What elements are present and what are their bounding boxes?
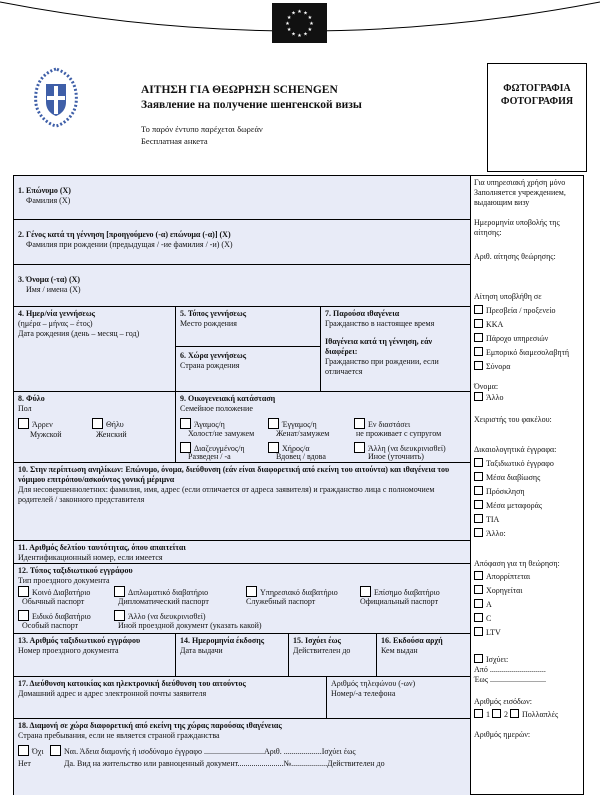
free-form-note-gr: Το παρόν έντυπο παρέχεται δωρεάν bbox=[141, 124, 263, 134]
checkbox[interactable] bbox=[18, 586, 29, 597]
submitted-at-cac[interactable]: ΚΚΑ bbox=[474, 319, 579, 330]
decision-a[interactable]: A bbox=[474, 599, 579, 610]
checkbox[interactable] bbox=[246, 586, 257, 597]
field-country-of-birth[interactable]: 6. Χώρα γεννήσεως Страна рождения bbox=[176, 347, 321, 392]
doc-option-service[interactable]: Υπηρεσιακό διαβατήριο bbox=[246, 586, 338, 598]
doc-means[interactable]: Μέσα διαβίωσης bbox=[474, 472, 579, 483]
residence-option-yes[interactable]: Ναι. Άδεια διαμονής ή ισοδύναμο έγγραφο ..............................Αριθ. ...................Ισχύει έως bbox=[50, 745, 356, 757]
svg-text:★: ★ bbox=[303, 10, 308, 17]
checkbox[interactable] bbox=[92, 418, 103, 429]
photo-label-gr: ΦΩΤΟΓΡΑΦΙΑ bbox=[503, 83, 571, 94]
eu-flag-icon bbox=[272, 3, 327, 43]
checkbox[interactable] bbox=[474, 500, 483, 509]
marital-option-separated[interactable]: Εν διαστάσει bbox=[354, 418, 410, 430]
decision-refused[interactable]: Απορρίπτεται bbox=[474, 571, 579, 582]
field-sex: 8. Φύλο Пол Άρρεν Мужской Θήλυ Женский bbox=[14, 392, 176, 463]
checkbox[interactable] bbox=[474, 571, 483, 580]
decision-ltv[interactable]: LTV bbox=[474, 627, 579, 638]
field-first-name[interactable]: 3. Όνομα (-τα) (Χ) Имя / имена (X) bbox=[14, 265, 471, 307]
checkbox[interactable] bbox=[354, 418, 365, 429]
photo-label-ru: ФОТОГРАФИЯ bbox=[500, 96, 574, 107]
sex-option-male[interactable]: Άρρεν bbox=[18, 418, 53, 430]
checkbox[interactable] bbox=[474, 585, 483, 594]
checkbox[interactable] bbox=[510, 709, 519, 718]
checkbox[interactable] bbox=[354, 442, 365, 453]
svg-text:★: ★ bbox=[286, 27, 292, 33]
svg-text:★: ★ bbox=[309, 21, 314, 27]
checkbox[interactable] bbox=[492, 709, 501, 718]
field-surname[interactable]: 1. Επώνυμο (Χ) Фамилия (X) bbox=[14, 176, 471, 220]
field-issuing-authority[interactable]: 16. Εκδούσα αρχή Кем выдан bbox=[377, 634, 471, 677]
checkbox[interactable] bbox=[50, 745, 61, 756]
official-use-sidebar: Για υπηρεσιακή χρήση μόνο Заполняется учреждением, выдающим визу Ημερομηνία υποβολής της αίτησης: Αριθ. αίτησης θεώρησης: Αίτηση υποβλήθη σε Πρεσβεία / προξενείο ΚΚΑ Πάροχο υπηρεσιών Εμπορικό διαμεσολαβητή Σύνορα Όνομα: Άλλο Χειριστής του φακέλου: Δικαιολογητικά έγγραφα: Ταξιδιωτικό έγγραφο Μέσα διαβίωσης Πρόσκληση Μέσα μεταφοράς ΤΙΑ Άλλο: Απόφαση για τη θεώρηση: Απορρίπτεται Χορηγείται A C LTV Ισχύει: Από ............................ Έως ............................ Αριθμός εισόδων: 1 2 Πολλαπλές Αριθμός ημερών: bbox=[470, 175, 584, 795]
checkbox[interactable] bbox=[474, 514, 483, 523]
doc-other[interactable]: Άλλο: bbox=[474, 528, 579, 539]
field-travel-document-type: 12. Τύπος ταξιδιωτικού εγγράφου Тип проездного документа Κοινό Διαβατήριο Обычный паспорт Διπλωματικό διαβατήριο Дипломатический паспорт Υπηρεσιακό διαβατήριο Служебный паспорт Επίσημο διαβατήριο Официальный паспорт Ειδικό διαβατήριο Особый паспорт Άλλο (να διευκρινισθεί) Иной проездной документ (указать какой) bbox=[14, 564, 471, 634]
photo-box[interactable] bbox=[487, 63, 587, 172]
marital-option-divorced[interactable]: Διαζευγμένος/η bbox=[180, 442, 245, 454]
svg-text:★: ★ bbox=[307, 15, 313, 21]
marital-option-other[interactable]: Άλλη (να διευκρινισθεί) bbox=[354, 442, 446, 454]
form-title: ΑΙΤΗΣΗ ΓΙΑ ΘΕΩΡΗΣΗ SCHENGEN bbox=[141, 84, 338, 96]
svg-text:★: ★ bbox=[297, 9, 302, 15]
checkbox[interactable] bbox=[474, 709, 483, 718]
field-place-of-birth[interactable]: 5. Τόπος γεννήσεως Место рождения bbox=[176, 307, 321, 347]
decision-issued[interactable]: Χορηγείται bbox=[474, 585, 579, 596]
field-home-address[interactable]: 17. Διεύθυνση κατοικίας και ηλεκτρονική διεύθυνση του αιτούντος Домашний адрес и адрес электронной почты заявителя bbox=[14, 677, 327, 719]
submitted-other[interactable]: Άλλο bbox=[474, 392, 579, 403]
valid-field[interactable]: Ισχύει: bbox=[474, 654, 579, 665]
checkbox[interactable] bbox=[474, 528, 483, 537]
field-national-id[interactable]: 11. Αριθμός δελτίου ταυτότητας, όπου απαιτείται Идентификационный номер, если имеется bbox=[14, 541, 471, 564]
checkbox[interactable] bbox=[474, 599, 483, 608]
marital-option-widowed[interactable]: Χήρος/α bbox=[268, 442, 310, 454]
field-nationality[interactable]: 7. Παρούσα ιθαγένεια Гражданство в настоящее время Ιθαγένεια κατά τη γέννηση, εάν διαφέρει: Гражданство при рождении, если отличается bbox=[321, 307, 471, 392]
marital-option-single[interactable]: Άγαμος/η bbox=[180, 418, 225, 430]
checkbox[interactable] bbox=[474, 613, 483, 622]
submitted-at-intermediary[interactable]: Εμπορικό διαμεσολαβητή bbox=[474, 347, 579, 358]
field-phone-number[interactable]: Αριθμός τηλεφώνου (-ων) Номер/-а телефона bbox=[327, 677, 471, 719]
checkbox[interactable] bbox=[474, 458, 483, 467]
checkbox[interactable] bbox=[18, 418, 29, 429]
checkbox[interactable] bbox=[474, 333, 483, 342]
field-document-number[interactable]: 13. Αριθμός ταξιδιωτικού εγγράφου Номер проездного документа bbox=[14, 634, 176, 677]
greek-emblem-icon bbox=[26, 66, 86, 128]
checkbox[interactable] bbox=[180, 418, 191, 429]
svg-text:★: ★ bbox=[291, 10, 296, 17]
checkbox[interactable] bbox=[114, 586, 125, 597]
checkbox[interactable] bbox=[474, 361, 483, 370]
svg-text:★: ★ bbox=[303, 31, 308, 38]
marital-option-married[interactable]: Έγγαμος/η bbox=[268, 418, 317, 430]
header bbox=[0, 0, 600, 175]
checkbox[interactable] bbox=[474, 347, 483, 356]
checkbox[interactable] bbox=[114, 610, 125, 621]
checkbox[interactable] bbox=[474, 392, 483, 401]
svg-text:★: ★ bbox=[291, 31, 296, 38]
checkbox[interactable] bbox=[474, 486, 483, 495]
doc-option-other[interactable]: Άλλο (να διευκρινισθεί) bbox=[114, 610, 206, 622]
doc-transport[interactable]: Μέσα μεταφοράς bbox=[474, 500, 579, 511]
field-guardian[interactable]: 10. Στην περίπτωση ανηλίκων: Επώνυμο, όνομα, διεύθυνση (εάν είναι διαφορετική από εκείνη του αιτούντα) και ιθαγένεια του νόμιμου επιτρόπου/ασκούντος γονική μέριμνα Для несовершеннолетних: фамилия, имя, адрес (если отличается от адреса заявителя) и гражданство лица с полномочием родителей / законного представителя bbox=[14, 463, 471, 541]
checkbox[interactable] bbox=[474, 305, 483, 314]
checkbox[interactable] bbox=[474, 654, 483, 663]
entries-options[interactable]: 1 2 Πολλαπλές bbox=[474, 709, 579, 720]
field-surname-at-birth[interactable]: 2. Γένος κατά τη γέννηση [προηγούμενο (-α) επώνυμα (-α)] (Χ) Фамилия при рождении (предыдущая / -ие фамилия / -и) (X) bbox=[14, 220, 471, 265]
submitted-at-provider[interactable]: Πάροχο υπηρεσιών bbox=[474, 333, 579, 344]
application-form bbox=[13, 175, 470, 795]
checkbox[interactable] bbox=[474, 472, 483, 481]
field-date-of-birth[interactable]: 4. Ημερ/νία γεννήσεως (ημέρα – μήνας – έτος) Дата рождения (день – месяц – год) bbox=[14, 307, 176, 392]
doc-option-diplomatic[interactable]: Διπλωματικό διαβατήριο bbox=[114, 586, 208, 598]
field-residence-other-country: 18. Διαμονή σε χώρα διαφορετική από εκείνη της χώρας παρούσας ιθαγένειας Страна пребывания, если не является страной гражданства Όχι Ναι. Άδεια διαμονής ή ισοδύναμο έγγραφο ..............................Αριθ. ...................Ισχύει έως Нет Да. Вид на жительство или равноценный документ.......................№..................Действителен до bbox=[14, 719, 471, 795]
doc-option-official[interactable]: Επίσημο διαβατήριο bbox=[360, 586, 440, 598]
free-form-note-ru: Бесплатная анкета bbox=[141, 136, 208, 146]
checkbox[interactable] bbox=[268, 418, 279, 429]
checkbox[interactable] bbox=[474, 627, 483, 636]
checkbox[interactable] bbox=[360, 586, 371, 597]
checkbox[interactable] bbox=[474, 319, 483, 328]
svg-text:★: ★ bbox=[297, 33, 302, 39]
field-valid-until[interactable]: 15. Ισχύει έως Действителен до bbox=[289, 634, 377, 677]
svg-text:★: ★ bbox=[307, 27, 313, 33]
form-subtitle: Заявление на получение шенгенской визы bbox=[141, 99, 362, 111]
field-marital-status: 9. Οικογενειακή κατάσταση Семейное положение Άγαμος/η Холост/не замужем Έγγαμος/η Женат/замужем Εν διαστάσει не проживает с супругом Διαζευγμένος/η Разведен / -а Χήρος/α Вдовец / вдова Άλλη (να διευκρινισθεί) Иное (уточнить) bbox=[176, 392, 471, 463]
doc-tmi[interactable]: ΤΙΑ bbox=[474, 514, 579, 525]
submitted-at-border[interactable]: Σύνορα bbox=[474, 361, 579, 372]
svg-text:★: ★ bbox=[286, 15, 292, 21]
svg-text:★: ★ bbox=[285, 21, 290, 27]
doc-invitation[interactable]: Πρόσκληση bbox=[474, 486, 579, 497]
sex-option-female[interactable]: Θήλυ bbox=[92, 418, 124, 430]
checkbox[interactable] bbox=[18, 745, 29, 756]
doc-option-special[interactable]: Ειδικό διαβατήριο bbox=[18, 610, 91, 622]
decision-c[interactable]: C bbox=[474, 613, 579, 624]
checkbox[interactable] bbox=[18, 610, 29, 621]
field-issue-date[interactable]: 14. Ημερομηνία έκδοσης Дата выдачи bbox=[176, 634, 289, 677]
residence-option-no[interactable]: Όχι bbox=[18, 745, 43, 757]
doc-travel[interactable]: Ταξιδιωτικό έγγραφο bbox=[474, 458, 579, 469]
doc-option-ordinary[interactable]: Κοινό Διαβατήριο bbox=[18, 586, 90, 598]
submitted-at-embassy[interactable]: Πρεσβεία / προξενείο bbox=[474, 305, 579, 316]
